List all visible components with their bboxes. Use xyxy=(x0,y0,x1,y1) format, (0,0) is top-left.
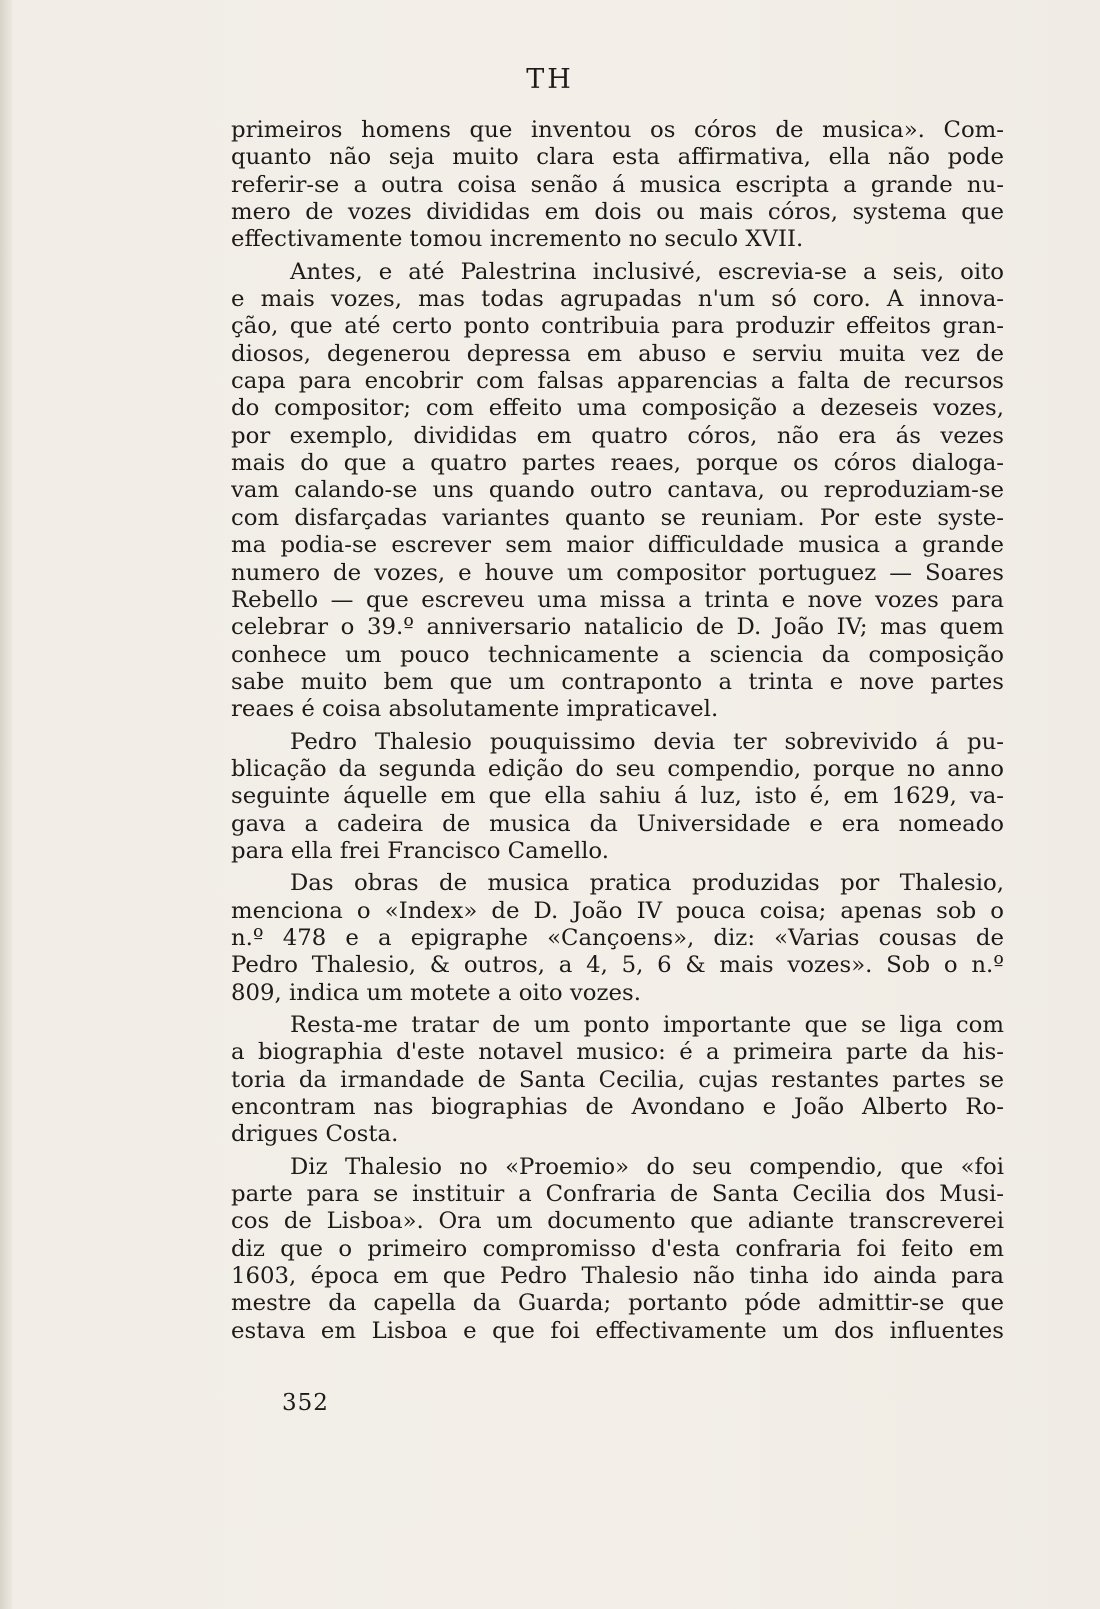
text-line: Rebello — que escreveu uma missa a trinta e nove vozes para xyxy=(231,586,1004,613)
text-line: quanto não seja muito clara esta affirmativa, ella não pode xyxy=(231,144,1004,171)
text-line: effectivamente tomou incremento no seculo XVII. xyxy=(231,226,804,253)
text-line: vam calando-se uns quando outro cantava, ou reproduziam-se xyxy=(231,477,1004,504)
body-text xyxy=(231,117,1004,1345)
text-line: Resta-me tratar de um ponto importante que se liga com xyxy=(290,1012,1004,1038)
running-head: TH xyxy=(526,64,574,95)
paragraph xyxy=(231,870,1004,1007)
text-line: referir-se a outra coisa senão á musica escripta a grande nu- xyxy=(231,171,1004,198)
text-line: por exemplo, divididas em quatro córos, não era ás vezes xyxy=(231,422,1004,449)
paragraph xyxy=(231,1012,1004,1149)
text-line: Antes, e até Palestrina inclusivé, escrevia-se a seis, oito xyxy=(290,258,1004,285)
text-line: Pedro Thalesio pouquissimo devia ter sobrevivido á pu- xyxy=(290,728,1004,755)
text-line: 1603, época em que Pedro Thalesio não tinha ido ainda para xyxy=(231,1263,1004,1290)
text-line: seguinte áquelle em que ella sahiu á luz, isto é, em 1629, va- xyxy=(231,783,1004,810)
text-line: primeiros homens que inventou os córos de musica». Com- xyxy=(231,117,1004,143)
text-line: celebrar o 39.º anniversario natalicio de D. João IV; mas quem xyxy=(231,614,1004,641)
paragraph xyxy=(231,729,1004,866)
text-line: diosos, degenerou depressa em abuso e serviu muita vez de xyxy=(231,340,1004,367)
text-line: n.º 478 e a epigraphe «Cançoens», diz: «Varias cousas de xyxy=(231,924,1004,951)
text-line: encontram nas biographias de Avondano e João Alberto Ro- xyxy=(231,1094,1004,1121)
text-line: gava a cadeira de musica da Universidade e era nomeado xyxy=(231,810,1004,837)
text-line: diz que o primeiro compromisso d'esta confraria foi feito em xyxy=(231,1235,1004,1262)
text-line: reaes é coisa absolutamente impraticavel. xyxy=(231,696,719,723)
text-line: Pedro Thalesio, & outros, a 4, 5, 6 & mais vozes». Sob o n.º xyxy=(231,952,1004,979)
text-line: estava em Lisboa e que foi effectivamente um dos influentes xyxy=(231,1317,1004,1344)
text-line: capa para encobrir com falsas apparencias a falta de recursos xyxy=(231,368,1004,395)
text-line: para ella frei Francisco Camello. xyxy=(231,837,609,864)
text-line: menciona o «Index» de D. João IV pouca coisa; apenas sob o xyxy=(231,897,1004,924)
text-line: mestre da capella da Guarda; portanto póde admittir-se que xyxy=(231,1290,1004,1317)
text-line: ção, que até certo ponto contribuia para produzir effeitos gran- xyxy=(231,313,1004,340)
text-line: e mais vozes, mas todas agrupadas n'um só coro. A innova- xyxy=(231,286,1004,313)
text-line: numero de vozes, e houve um compositor portuguez — Soares xyxy=(231,559,1004,586)
text-line: Das obras de musica pratica produzidas por Thalesio, xyxy=(290,870,1004,897)
paragraph xyxy=(231,259,1004,724)
text-line: blicação da segunda edição do seu compendio, porque no anno xyxy=(231,755,1004,782)
text-line: conhece um pouco technicamente a sciencia da composição xyxy=(231,641,1004,668)
text-line: parte para se instituir a Confraria de Santa Cecilia dos Musi- xyxy=(231,1181,1004,1208)
text-line: ma podia-se escrever sem maior difficuldade musica a grande xyxy=(231,532,1004,559)
text-line: sabe muito bem que um contraponto a trinta e nove partes xyxy=(231,668,1004,695)
text-line: drigues Costa. xyxy=(231,1121,399,1148)
binding-edge xyxy=(0,0,12,1609)
text-line: toria da irmandade de Santa Cecilia, cujas restantes partes se xyxy=(231,1066,1004,1093)
text-line: 809, indica um motete a oito vozes. xyxy=(231,979,641,1006)
paragraph xyxy=(231,1154,1004,1345)
paragraph xyxy=(231,117,1004,254)
text-line: mero de vozes divididas em dois ou mais córos, systema que xyxy=(231,199,1004,226)
text-line: do compositor; com effeito uma composição a dezeseis vozes, xyxy=(231,395,1004,422)
text-line: Diz Thalesio no «Proemio» do seu compendio, que «foi xyxy=(290,1153,1004,1180)
page-number: 352 xyxy=(282,1390,329,1416)
text-line: a biographia d'este notavel musico: é a primeira parte da his- xyxy=(231,1039,1004,1066)
text-line: com disfarçadas variantes quanto se reuniam. Por este syste- xyxy=(231,504,1004,531)
text-line: mais do que a quatro partes reaes, porque os córos dialoga- xyxy=(231,450,1004,477)
text-line: cos de Lisboa». Ora um documento que adiante transcreverei xyxy=(231,1208,1004,1235)
